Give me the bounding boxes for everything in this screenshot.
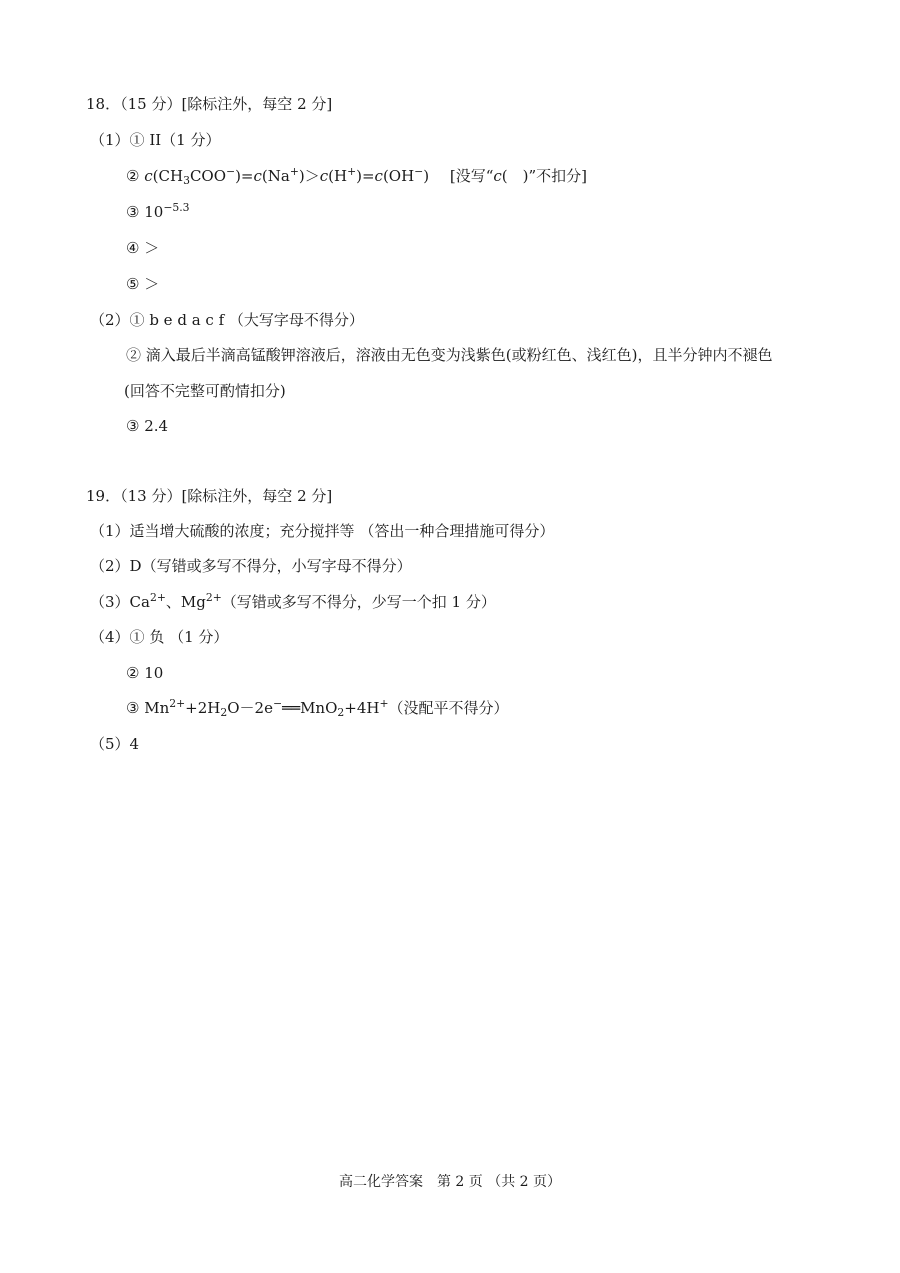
q18-part1-item1: [90, 130, 220, 150]
superscript: −: [272, 697, 283, 711]
formula-part: +4H: [344, 699, 380, 717]
q19-part1: （1）适当增大硫酸的浓度；充分搅拌等 （答出一种合理措施可得分）: [90, 522, 555, 540]
superscript: −: [414, 165, 424, 179]
formula-part: (Na: [261, 167, 290, 185]
formula-part: ══MnO: [282, 699, 338, 717]
grading-note: （写错或多写不得分，少写一个扣 1 分）: [221, 593, 496, 611]
q19-part4-answer1: ① 负 （1 分）: [129, 628, 229, 646]
q18-part1-item3: [126, 202, 190, 222]
conc-symbol: c: [493, 167, 502, 185]
formula-part: 、Mg: [165, 593, 206, 611]
grading-note: ( )”不扣分]: [501, 167, 588, 185]
superscript: 2+: [205, 591, 222, 605]
q18-part1-answer1: ① II（1 分）: [129, 131, 221, 149]
formula-part: ): [423, 167, 430, 185]
conc-symbol: c: [319, 167, 329, 185]
superscript: −: [226, 165, 236, 179]
q18-part2-answer1: ① b e d a c f （大写字母不得分）: [129, 311, 364, 329]
conc-symbol: c: [374, 167, 383, 185]
grading-note: （没配平不得分）: [388, 699, 509, 717]
q19-header: 19．（13 分）[除标注外，每空 2 分]: [86, 487, 333, 505]
q19-part4-label: （4）: [90, 628, 130, 646]
q18-part2-item2-cont: (回答不完整可酌情扣分): [124, 382, 286, 400]
formula-part: COO: [189, 167, 227, 185]
grading-note: [没写“: [449, 167, 494, 185]
q18-part1-item2: [126, 166, 587, 186]
q19-part4-item1: [90, 627, 228, 647]
q18-part2-item1: [90, 310, 364, 330]
q18-part2-item2: ② 滴入最后半滴高锰酸钾溶液后，溶液由无色变为浅紫色(或粉红色、浅红色)，且半分钟内不褪色: [126, 346, 773, 364]
superscript: +: [289, 165, 299, 179]
page-footer: 高二化学答案 第 2 页 （共 2 页）: [338, 1174, 562, 1190]
superscript: +: [347, 165, 357, 179]
formula-part: O－2e: [227, 699, 273, 717]
q19-part4-item2: ② 10: [126, 664, 164, 682]
q19-part2: （2）D（写错或多写不得分，小写字母不得分）: [90, 557, 412, 575]
formula-part: (H: [328, 167, 348, 185]
answer-value: ③ 10: [126, 203, 164, 221]
subscript: 2: [337, 706, 345, 720]
formula-part: （3）Ca: [90, 593, 150, 611]
formula-part: (CH: [152, 167, 184, 185]
formula-part: )＞: [298, 167, 320, 185]
superscript: 2+: [169, 697, 186, 711]
q18-part1-item4: ④ ＞: [126, 239, 160, 257]
q19-part3: [90, 592, 496, 612]
conc-symbol: c: [144, 167, 153, 185]
exponent: −5.3: [163, 201, 190, 215]
conc-symbol: c: [253, 167, 262, 185]
formula-part: ③ Mn: [126, 699, 170, 717]
superscript: +: [379, 697, 389, 711]
formula-part: )=: [356, 167, 375, 185]
q19-part4-item3: [126, 698, 509, 718]
circled-2: ②: [126, 167, 140, 185]
formula-part: )=: [235, 167, 254, 185]
q18-header: 18．（15 分）[除标注外，每空 2 分]: [86, 95, 333, 113]
subscript: 2: [220, 706, 228, 720]
q18-part2-label: （2）: [90, 311, 130, 329]
formula-part: +2H: [185, 699, 221, 717]
superscript: 2+: [149, 591, 166, 605]
q18-part2-item3: ③ 2.4: [126, 417, 169, 435]
q19-part5: （5）4: [90, 735, 140, 753]
q18-part1-label: （1）: [90, 131, 130, 149]
formula-part: (OH: [382, 167, 415, 185]
subscript: 3: [183, 174, 190, 188]
q18-part1-item5: ⑤ ＞: [126, 275, 160, 293]
